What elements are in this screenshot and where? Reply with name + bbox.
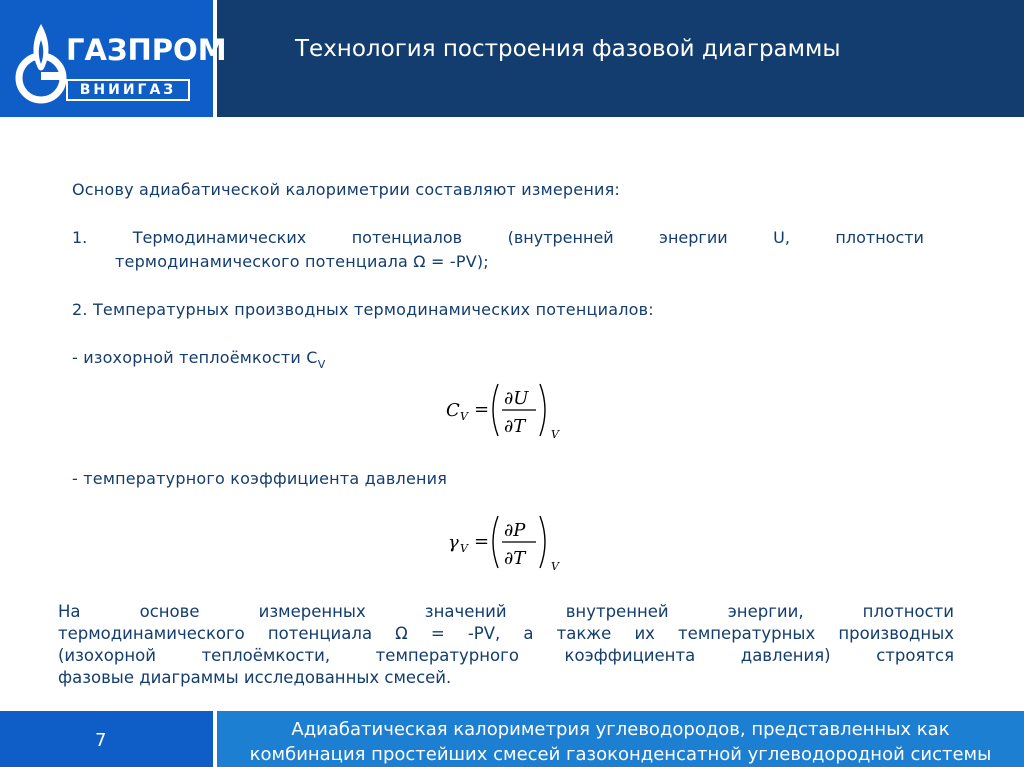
formula-gamma-lhs: γ — [448, 532, 459, 553]
page-title: Технология построения фазовой диаграммы — [295, 36, 841, 62]
item1-word: U, — [773, 228, 790, 247]
formula-gamma-lhs-sub: V — [460, 542, 468, 555]
item1-line2: термодинамического потенциала Ω = -PV); — [115, 252, 489, 271]
item2-text: 2. Температурных производных термодинамических потенциалов: — [72, 300, 654, 319]
formula-gamma — [440, 510, 570, 574]
cv-label — [72, 348, 326, 371]
footer-left-panel — [0, 711, 213, 767]
formula-cv-lhs-sub: V — [460, 410, 468, 423]
formula-cv-lhs: C — [446, 400, 460, 421]
cv-label-subscript: V — [317, 358, 326, 371]
conclusion-paragraph — [58, 601, 954, 689]
item1-word: (внутренней — [507, 228, 614, 247]
cv-label-text: - изохорной теплоёмкости C — [72, 348, 318, 367]
item1-word: энергии — [659, 228, 728, 247]
formula-gamma-numerator: ∂P — [504, 520, 526, 541]
item1-word: потенциалов — [351, 228, 463, 247]
item1-word: Термодинамических — [132, 228, 307, 247]
footer-caption — [217, 717, 1024, 767]
formula-gamma-denominator: ∂T — [504, 548, 526, 569]
page-number: 7 — [95, 730, 107, 751]
svg-text:=: = — [474, 399, 490, 420]
item1-word: 1. — [72, 228, 88, 247]
conclusion-line: (изохорной теплоёмкости, температурного коэффициента давления) строятся — [58, 646, 954, 665]
formula-cv-numerator: ∂U — [504, 388, 529, 409]
gamma-label: - температурного коэффициента давления — [72, 469, 448, 488]
item1-line1 — [72, 228, 924, 247]
conclusion-line: фазовые диаграммы исследованных смесей. — [58, 668, 452, 687]
conclusion-line: термодинамического потенциала Ω = -PV, а также их температурных производных — [58, 624, 954, 643]
item1-word: плотности — [835, 228, 924, 247]
formula-cv-denominator: ∂T — [504, 416, 526, 437]
footer-caption-line1: Адиабатическая калориметрия углеводородов, представленных как — [291, 719, 950, 740]
formula-cv — [440, 378, 570, 442]
formula-cv-subscript: V — [551, 428, 559, 441]
intro-text: Основу адиабатической калориметрии составляют измерения: — [72, 180, 620, 199]
gazprom-flame-logo-icon — [15, 22, 67, 104]
formula-gamma-subscript: V — [551, 560, 559, 573]
svg-text:=: = — [474, 531, 490, 552]
footer-caption-line2: комбинация простейших смесей газоконденсатной углеводородной системы — [249, 744, 992, 765]
logo-subname: ВНИИГАЗ — [66, 79, 190, 101]
conclusion-line: На основе измеренных значений внутренней энергии, плотности — [58, 602, 954, 621]
logo-name: ГАЗПРОМ — [66, 33, 227, 67]
